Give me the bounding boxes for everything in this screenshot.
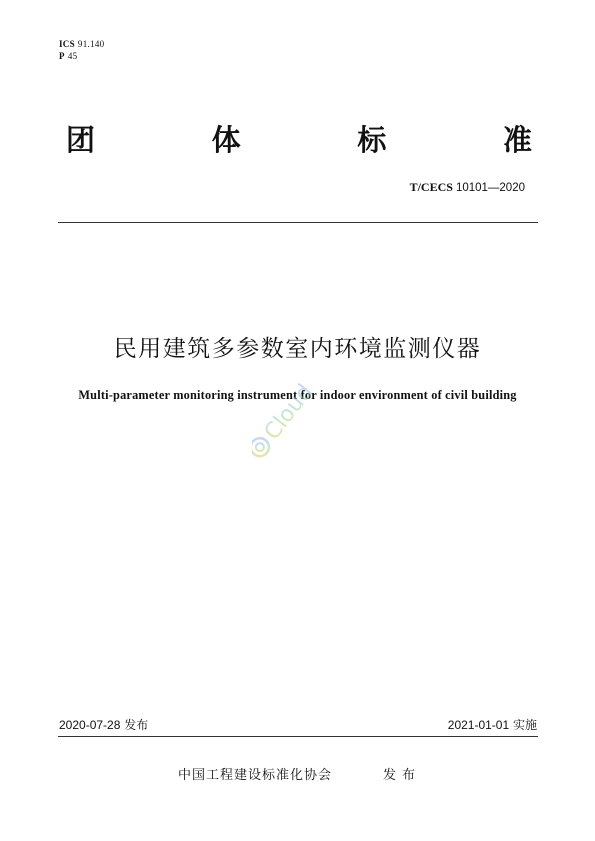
publisher-name: 中国工程建设标准化协会 (178, 768, 333, 783)
cloud-watermark-icon (252, 380, 352, 470)
standard-type-char: 团 (66, 123, 96, 157)
top-divider (58, 222, 538, 223)
title-chinese: 民用建筑多参数室内环境监测仪器 (113, 336, 482, 362)
implementation-date (448, 717, 537, 733)
issue-date-label: 发布 (124, 718, 149, 732)
ccs-value: 45 (67, 51, 78, 61)
standard-org-code: T/CECS (409, 180, 453, 194)
standard-type-heading (66, 122, 532, 158)
standard-type-char: 标 (357, 123, 387, 157)
standard-number-value: 10101—2020 (455, 182, 525, 194)
publish-label: 发布 (383, 768, 422, 783)
standard-type-char: 体 (211, 123, 241, 157)
ccs-label: P (59, 51, 65, 61)
watermark-text: Cloud (259, 380, 319, 445)
standard-number (410, 180, 525, 195)
ics-code (59, 38, 104, 50)
standard-type-char: 准 (502, 123, 532, 157)
ics-value: 91.140 (77, 39, 105, 49)
ics-label: ICS (59, 39, 75, 49)
issue-date-value: 2020-07-28 (59, 718, 121, 732)
title-english: Multi-parameter monitoring instrument for indoor environment of civil building (78, 388, 517, 402)
implementation-date-value: 2021-01-01 (447, 718, 510, 732)
classification-codes (59, 38, 104, 62)
issue-date (59, 717, 148, 733)
bottom-divider (58, 736, 538, 737)
ccs-code (59, 50, 104, 62)
implementation-date-label: 实施 (512, 718, 537, 732)
